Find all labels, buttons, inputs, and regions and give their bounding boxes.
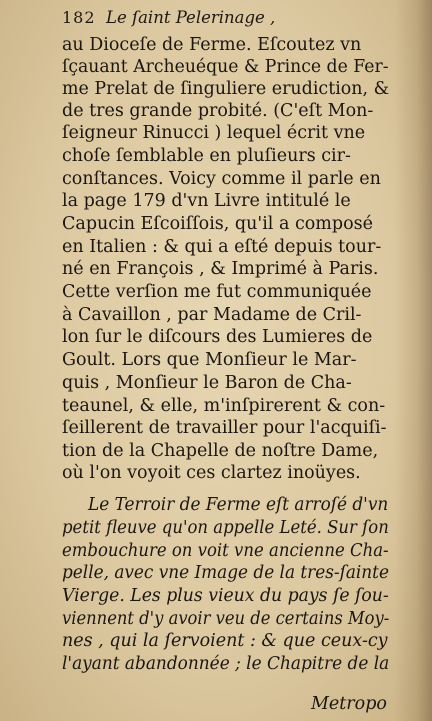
text-line-italic: Vierge. Les plus vieux du pays ſe ſou- [62, 586, 389, 606]
text-line: ſeigneur Rinucci ) lequel écrit vne [62, 123, 366, 143]
text-line: quis , Monſieur le Baron de Cha- [62, 373, 352, 393]
text-line: de tres grande probité. (C'eſt Mon- [62, 101, 374, 121]
text-line: tion de la Chapelle de noſtre Dame, [62, 441, 379, 461]
text-line-italic: petit fleuve qu'on appelle Leté. Sur ſon [62, 518, 389, 538]
text-line: au Dioceſe de Ferme. Eſcoutez vn [62, 35, 362, 55]
text-line-italic: nes , qui la ſervoient : & que ceux-cy [62, 631, 388, 651]
text-line: Capucin Eſcoiſſois, qu'il a composé [62, 214, 373, 234]
page-gutter-shadow [394, 0, 432, 721]
text-line: Cette verſion me fut communiquée [62, 282, 372, 302]
text-line: à Cavaillon , par Madame de Cril- [62, 305, 362, 325]
text-line: me Prelat de ſinguliere erudiction, & [62, 79, 390, 99]
text-line-italic: l'ayant abandonnée ; le Chapitre de la [62, 654, 390, 674]
page-header [62, 6, 392, 32]
text-line: conſtances. Voicy comme il parle en [62, 169, 381, 189]
text-line-italic: embouchure on voit vne ancienne Cha- [62, 541, 389, 561]
text-line: teaunel, & elle, m'inſpirerent & con- [62, 396, 386, 416]
text-line: la page 179 d'vn Livre intitulé le [62, 191, 351, 211]
running-title: Le ſaint Pelerinage , [106, 8, 276, 27]
text-line-italic: viennent d'y avoir veu de certains Moy- [62, 609, 390, 629]
text-line-italic: pelle, avec vne Image de la tres-ſainte [62, 563, 389, 583]
text-line: où l'on voyoit ces clartez inoüyes. [62, 463, 361, 483]
text-line: ſçauant Archeuéque & Prince de Fer- [62, 57, 389, 77]
text-line-italic: Le Terroir de Ferme eſt arroſé d'vn [88, 495, 389, 515]
text-line: Goult. Lors que Monſieur le Mar- [62, 350, 357, 370]
catchword: Metropo [311, 694, 387, 714]
text-line: né en François , & Imprimé à Paris. [62, 259, 379, 279]
text-line: choſe ſemblable en pluſieurs cir- [62, 146, 351, 166]
text-line: ſeillerent de travailler pour l'acquiſi- [62, 418, 387, 438]
text-line: lon ſur le diſcours des Lumieres de [62, 327, 373, 347]
text-line: en Italien : & qui a eſté depuis tour- [62, 237, 382, 257]
page-number: 182 [62, 8, 96, 27]
